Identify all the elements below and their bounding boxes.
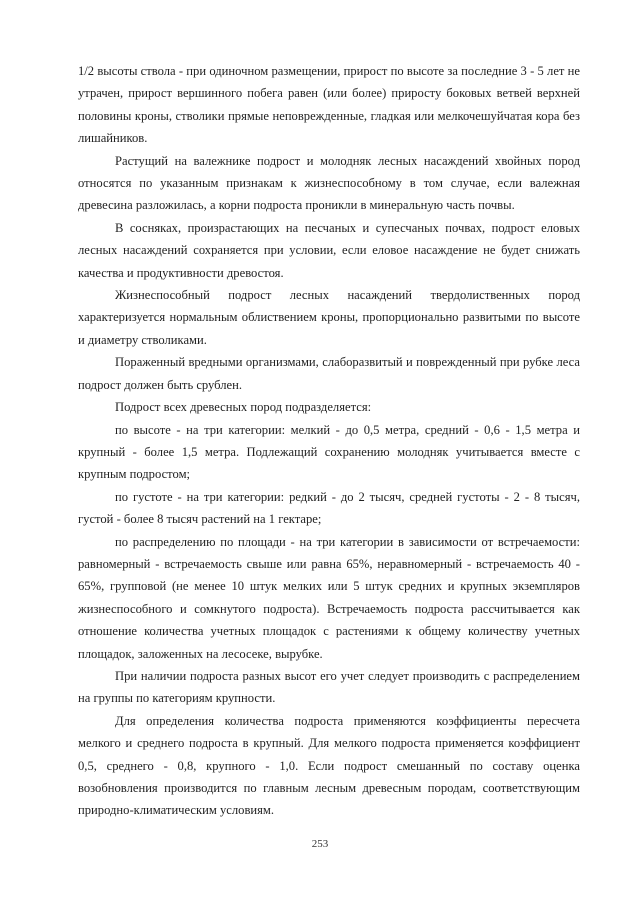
paragraph-hardwood-undergrowth: Жизнеспособный подрост лесных насаждений твердолиственных пород характеризуется нормальным облиствением кроны, пропорционально развитыми по высоте и диаметру стволиками. [78,288,580,347]
paragraph-conversion-coefficients: Для определения количества подроста применяются коэффициенты пересчета мелкого и среднего подроста в крупный. Для мелкого подроста применяется коэффициент 0,5, среднего - 0,8, крупного - 1,0. Если подрост смешанный по составу оценка возобновления производится по главным лесным древесным породам, соответствующим природно-климатическим условиям. [78,713,580,818]
paragraph-damaged-undergrowth: Пораженный вредными организмами, слаборазвитый и поврежденный при рубке леса подрост должен быть срублен. [78,355,580,392]
paragraph-fallen-wood-undergrowth: Растущий на валежнике подрост и молодняк лесных насаждений хвойных пород относятся по указанным признакам к жизнеспособному в том случае, если валежная древесина разложилась, а корни подроста проникли в минеральную часть почвы. [78,153,580,213]
paragraph-mixed-heights: При наличии подроста разных высот его учет следует производить с распределением на группы по категориям крупности. [78,668,580,706]
paragraph-classification-intro: Подрост всех древесных пород подразделяется: [115,400,372,415]
paragraph-by-height: по высоте - на три категории: мелкий - до 0,5 метра, средний - 0,6 - 1,5 метра и крупный - более 1,5 метра. Подлежащий сохранению молодняк учитывается вместе с крупным подростом; [78,422,580,482]
paragraph-pine-stands: В сосняках, произрастающих на песчаных и супесчаных почвах, подрост еловых лесных насаждений сохраняется при условии, если еловое насаждение не будет снижать качества и продуктивности древостоя. [78,220,580,280]
paragraph-by-distribution: по распределению по площади - на три категории в зависимости от встречаемости: равномерный - встречаемость свыше или равна 65%, неравномерный - встречаемость 40 - 65%, групповой (не менее 10 штук мелких или 5 штук средних и крупных экземпляров жизнеспособного и сомкнутого подроста). Встречаемость подроста рассчитывается как отношение количества учетных площадок с растениями к общему количеству учетных площадок, заложенных на лесосеке, вырубке. [78,534,580,661]
document-body [78,60,580,822]
paragraph-by-density: по густоте - на три категории: редкий - до 2 тысяч, средней густоты - 2 - 8 тысяч, густой - более 8 тысяч растений на 1 гектаре; [78,489,580,527]
paragraph-continuation: 1/2 высоты ствола - при одиночном размещении, прирост по высоте за последние 3 - 5 лет не утрачен, прирост вершинного побега равен (или более) приросту боковых ветвей верхней половины кроны, стволики прямые неповрежденные, гладкая или мелкочешуйчатая кора без лишайников. [78,64,580,146]
page-number: 253 [311,838,329,850]
